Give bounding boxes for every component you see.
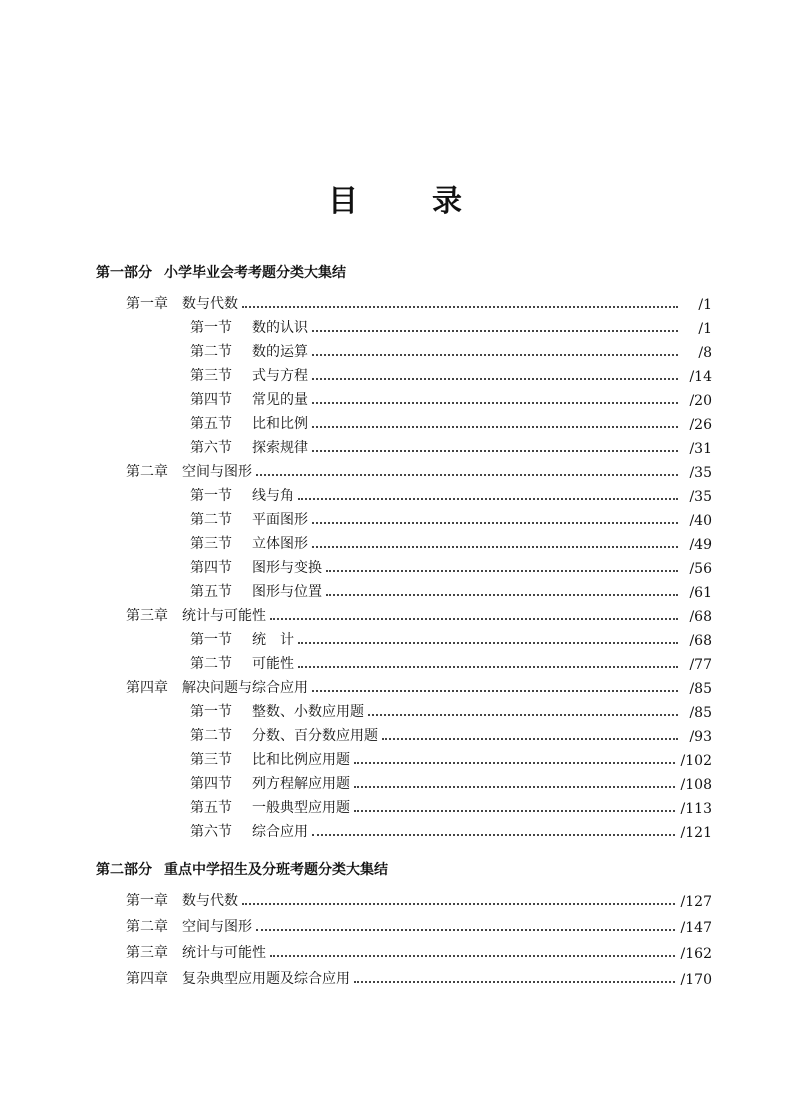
part-title: 重点中学招生及分班考题分类大集结 [164, 862, 388, 878]
dot-leader [298, 642, 678, 644]
section-title: 数的认识 [252, 320, 308, 336]
chapter-title: 数与代数 [182, 893, 238, 909]
dot-leader [326, 594, 678, 596]
dot-leader [312, 546, 678, 548]
dot-leader [242, 306, 678, 308]
page-number: /61 [689, 585, 712, 601]
chapter-label: 第一章 [126, 296, 168, 312]
part-heading-1 [96, 262, 346, 282]
page-number: /102 [680, 753, 712, 769]
page-number: /14 [689, 369, 712, 385]
toc-section-row[interactable] [190, 557, 712, 577]
section-label: 第二节 [190, 656, 232, 672]
section-label: 第五节 [190, 584, 232, 600]
dot-leader [312, 834, 675, 836]
section-label: 第一节 [190, 320, 232, 336]
section-label: 第五节 [190, 416, 232, 432]
section-title: 线与角 [252, 488, 294, 504]
page-number: /31 [689, 441, 712, 457]
section-label: 第五节 [190, 800, 232, 816]
page-number: /170 [680, 972, 712, 988]
dot-leader [270, 955, 675, 957]
toc-section-row[interactable] [190, 341, 712, 361]
page-number: /77 [689, 657, 712, 673]
chapter-label: 第二章 [126, 464, 168, 480]
page-number: /85 [689, 681, 712, 697]
dot-leader [312, 426, 678, 428]
section-label: 第三节 [190, 536, 232, 552]
chapter-label: 第一章 [126, 893, 168, 909]
dot-leader [312, 330, 678, 332]
page-number: /147 [680, 920, 712, 936]
section-label: 第六节 [190, 440, 232, 456]
page-number: /20 [689, 393, 712, 409]
page-number: /35 [689, 489, 712, 505]
chapter-title: 空间与图形 [182, 919, 252, 935]
chapter-title: 解决问题与综合应用 [182, 680, 308, 696]
page-number: /56 [689, 561, 712, 577]
toc-chapter-row[interactable] [126, 890, 712, 910]
part-label: 第二部分 [96, 862, 152, 878]
dot-leader [326, 570, 678, 572]
section-label: 第四节 [190, 392, 232, 408]
section-label: 第四节 [190, 776, 232, 792]
chapter-title: 复杂典型应用题及综合应用 [182, 971, 350, 987]
page-number: /93 [689, 729, 712, 745]
toc-chapter-row[interactable] [126, 605, 712, 625]
toc-section-row[interactable] [190, 437, 712, 457]
page-number: /162 [680, 946, 712, 962]
dot-leader [312, 450, 678, 452]
section-title: 可能性 [252, 656, 294, 672]
section-title: 综合应用 [252, 824, 308, 840]
toc-section-row[interactable] [190, 389, 712, 409]
section-label: 第二节 [190, 512, 232, 528]
toc-section-row[interactable] [190, 629, 712, 649]
chapter-label: 第四章 [126, 680, 168, 696]
section-title: 平面图形 [252, 512, 308, 528]
section-title: 分数、百分数应用题 [252, 728, 378, 744]
dot-leader [312, 378, 678, 380]
page-title: 目 录 [328, 184, 484, 219]
toc-section-row[interactable] [190, 509, 712, 529]
page-number: /68 [689, 633, 712, 649]
chapter-label: 第四章 [126, 971, 168, 987]
section-title: 整数、小数应用题 [252, 704, 364, 720]
dot-leader [242, 903, 675, 905]
toc-chapter-row[interactable] [126, 293, 712, 313]
dot-leader [270, 618, 678, 620]
section-label: 第三节 [190, 368, 232, 384]
chapter-title: 数与代数 [182, 296, 238, 312]
page-number: /26 [689, 417, 712, 433]
toc-section-row[interactable] [190, 413, 712, 433]
section-label: 第四节 [190, 560, 232, 576]
section-label: 第一节 [190, 488, 232, 504]
dot-leader [312, 690, 678, 692]
toc-section-row[interactable] [190, 797, 712, 817]
dot-leader [382, 738, 678, 740]
chapter-label: 第三章 [126, 945, 168, 961]
page-number: /68 [689, 609, 712, 625]
dot-leader [312, 354, 678, 356]
toc-section-row[interactable] [190, 725, 712, 745]
toc-section-row[interactable] [190, 485, 712, 505]
page-number: /8 [698, 345, 712, 361]
dot-leader [368, 714, 678, 716]
chapter-title: 统计与可能性 [182, 608, 266, 624]
dot-leader [312, 522, 678, 524]
dot-leader [256, 929, 675, 931]
toc-section-row[interactable] [190, 317, 712, 337]
section-label: 第一节 [190, 632, 232, 648]
section-title: 统 计 [252, 632, 294, 648]
section-title: 图形与变换 [252, 560, 322, 576]
toc-section-row[interactable] [190, 773, 712, 793]
toc-section-row[interactable] [190, 533, 712, 553]
part-label: 第一部分 [96, 265, 152, 281]
section-label: 第三节 [190, 752, 232, 768]
toc-chapter-row[interactable] [126, 942, 712, 962]
section-title: 式与方程 [252, 368, 308, 384]
toc-section-row[interactable] [190, 749, 712, 769]
dot-leader [298, 666, 678, 668]
dot-leader [354, 762, 675, 764]
part-heading-2 [96, 859, 388, 879]
page-number: /49 [689, 537, 712, 553]
section-title: 图形与位置 [252, 584, 322, 600]
chapter-title: 空间与图形 [182, 464, 252, 480]
section-label: 第二节 [190, 728, 232, 744]
toc-chapter-row[interactable] [126, 968, 712, 988]
section-title: 一般典型应用题 [252, 800, 350, 816]
section-title: 立体图形 [252, 536, 308, 552]
page-number: /113 [680, 801, 712, 817]
part-title: 小学毕业会考考题分类大集结 [164, 265, 346, 281]
dot-leader [354, 981, 675, 983]
page-number: /40 [689, 513, 712, 529]
dot-leader [298, 498, 678, 500]
page-number: /85 [689, 705, 712, 721]
page-number: /127 [680, 894, 712, 910]
section-label: 第一节 [190, 704, 232, 720]
section-title: 列方程解应用题 [252, 776, 350, 792]
toc-chapter-row[interactable] [126, 461, 712, 481]
dot-leader [312, 402, 678, 404]
toc-chapter-row[interactable] [126, 677, 712, 697]
section-label: 第二节 [190, 344, 232, 360]
page-number: /1 [698, 297, 712, 313]
page-number: /108 [680, 777, 712, 793]
section-title: 探索规律 [252, 440, 308, 456]
page-number: /1 [698, 321, 712, 337]
toc-section-row[interactable] [190, 581, 712, 601]
chapter-label: 第三章 [126, 608, 168, 624]
chapter-title: 统计与可能性 [182, 945, 266, 961]
page-number: /121 [680, 825, 712, 841]
dot-leader [354, 786, 675, 788]
dot-leader [256, 474, 678, 476]
toc-chapter-row[interactable] [126, 916, 712, 936]
dot-leader [354, 810, 675, 812]
page-number: /35 [689, 465, 712, 481]
toc-section-row[interactable] [190, 821, 712, 841]
section-label: 第六节 [190, 824, 232, 840]
toc-section-row[interactable] [190, 701, 712, 721]
toc-section-row[interactable] [190, 365, 712, 385]
section-title: 比和比例 [252, 416, 308, 432]
section-title: 比和比例应用题 [252, 752, 350, 768]
chapter-label: 第二章 [126, 919, 168, 935]
toc-section-row[interactable] [190, 653, 712, 673]
section-title: 数的运算 [252, 344, 308, 360]
section-title: 常见的量 [252, 392, 308, 408]
